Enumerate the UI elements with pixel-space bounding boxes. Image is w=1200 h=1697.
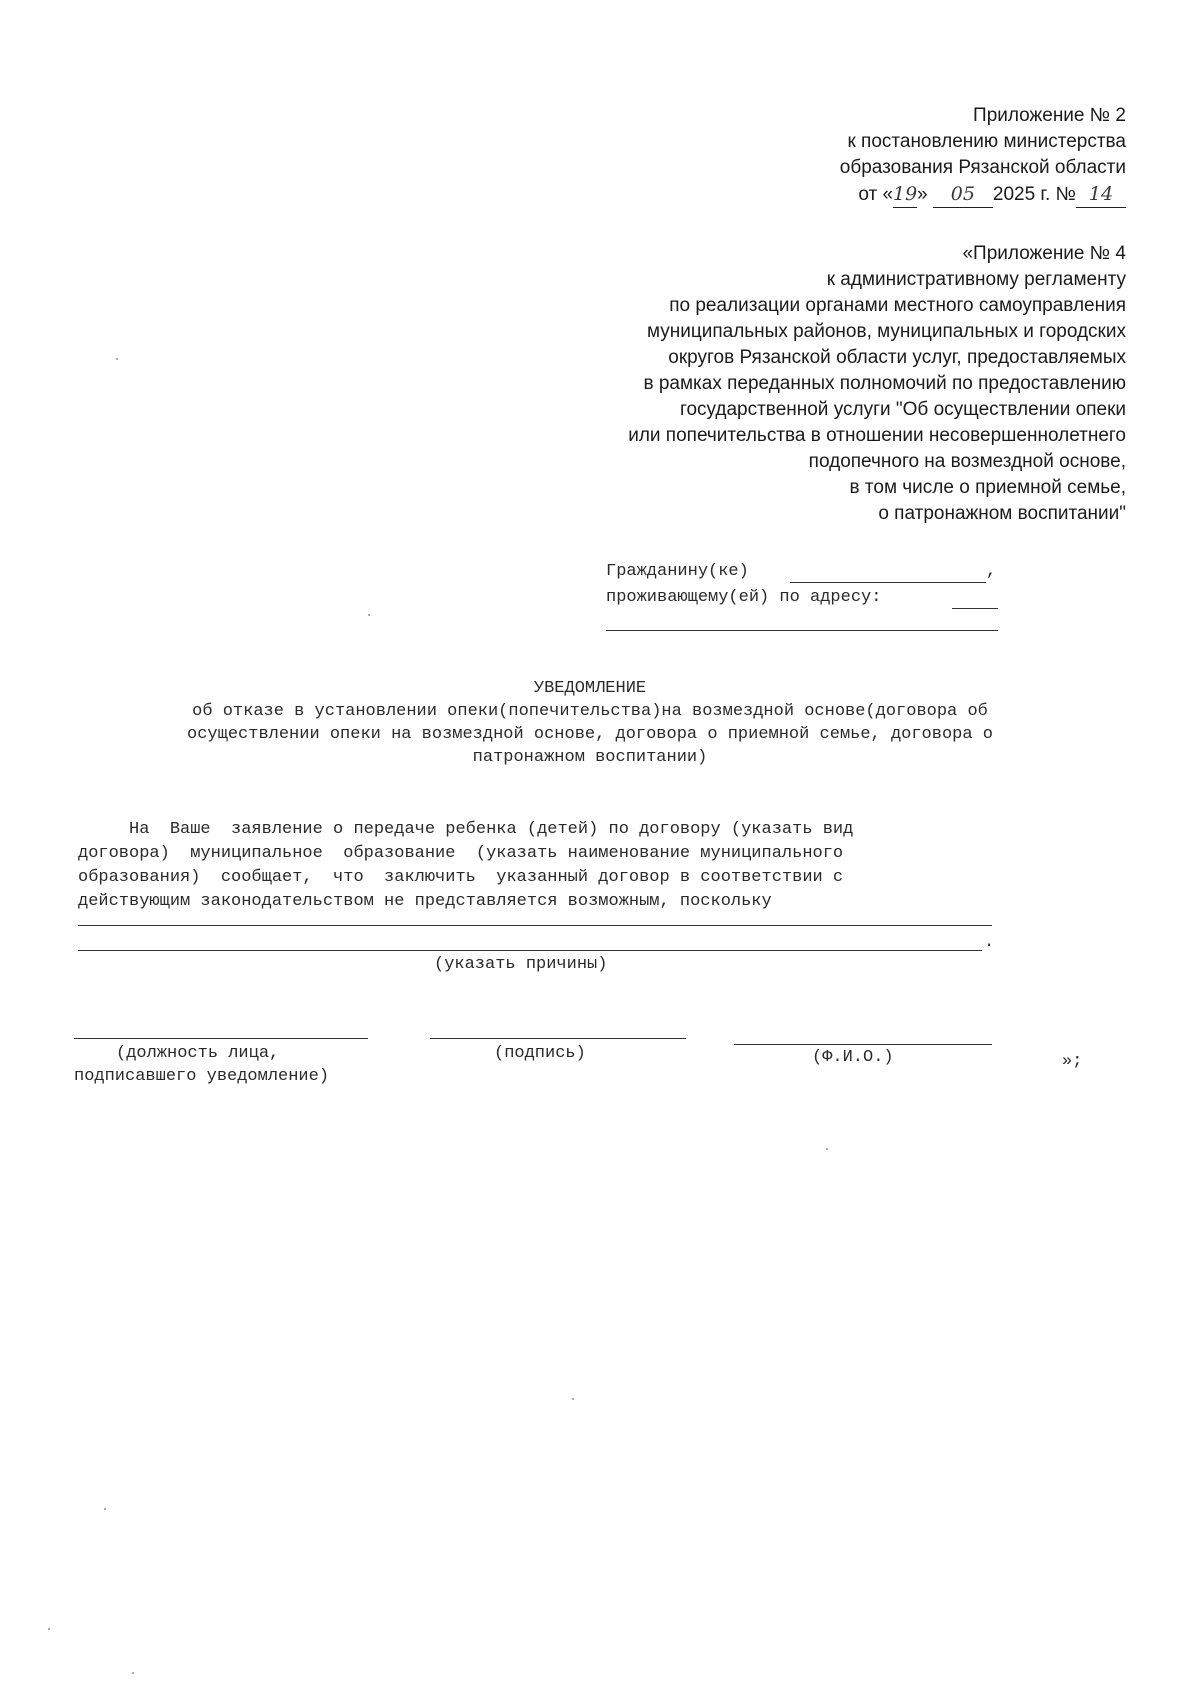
date-year-text: 2025 г. № [992,184,1076,205]
date-mid: » [917,184,928,205]
appendix-4-header [628,241,1126,527]
appendix-4-line: или попечительства в отношении несовершеннолетнего [628,425,1126,446]
citizen-label: Гражданину(ке) [606,562,749,581]
appendix-4-line: округов Рязанской области услуг, предоставляемых [668,347,1126,368]
position-caption-2: подписавшего уведомление) [74,1067,330,1086]
citizen-comma: , [986,562,997,581]
citizen-name-blank [790,582,986,583]
scan-speck [116,358,118,360]
appendix-4-line: муниципальных районов, муниципальных и городских [646,321,1126,342]
notice-subtitle-line: об отказе в установлении опеки(попечительства)на возмездной основе(договора об [192,702,988,721]
notice-title: УВЕДОМЛЕНИЕ [533,679,647,698]
fio-blank [734,1044,992,1045]
signature-caption: (подпись) [494,1044,586,1063]
address-blank-short [952,608,998,609]
signature-blank [430,1038,686,1039]
address-blank-long [606,630,998,631]
position-caption: (должность лица, [116,1044,280,1063]
appendix-2-line2: к постановлению министерства [847,131,1126,152]
scan-speck [48,1628,50,1630]
address-label: проживающему(ей) по адресу: [606,588,882,607]
date-month: 05 [933,181,993,208]
reason-blank-2 [78,950,982,951]
body-line: действующим законодательством не представляется возможным, поскольку [78,892,772,911]
appendix-4-line: по реализации органами местного самоуправления [669,295,1126,316]
appendix-2-title: Приложение № 2 [973,105,1126,126]
notice-subtitle-line: осуществлении опеки на возмездной основе, договора о приемной семье, договора о [187,725,993,744]
body-line: образования) сообщает, что заключить указанный договор в соответствии с [78,868,844,887]
scan-speck [368,614,370,616]
notice-title-block [100,677,1080,769]
scan-speck [826,1148,828,1150]
appendix-4-line: о патронажном воспитании" [878,503,1126,524]
body-line: На Ваше заявление о передаче ребенка (детей) по договору (указать вид [78,820,854,839]
position-blank [74,1038,368,1039]
appendix-2-line3: образования Рязанской области [839,157,1126,178]
reason-caption: (указать причины) [434,955,608,974]
notice-body [78,818,853,914]
date-day: 19 [893,181,917,208]
appendix-4-line: «Приложение № 4 [962,243,1126,264]
appendix-4-line: в том числе о приемной семье, [849,477,1126,498]
appendix-2-date-line [840,181,1126,208]
appendix-4-line: государственной услуги "Об осуществлении опеки [679,399,1126,420]
appendix-2-header [840,103,1126,208]
appendix-4-line: подопечного на возмездной основе, [808,451,1126,472]
scan-speck [132,1672,134,1674]
date-prefix: от « [858,184,894,205]
closing-quote: »; [1062,1052,1083,1071]
appendix-4-line: в рамках переданных полномочий по предоставлению [643,373,1126,394]
notice-subtitle-line: патронажном воспитании) [472,748,708,767]
scan-speck [572,1398,574,1400]
fio-caption: (Ф.И.О.) [812,1048,894,1067]
appendix-4-line: к административному регламенту [826,269,1126,290]
reason-period: . [984,933,995,952]
body-line: договора) муниципальное образование (указать наименование муниципального [78,844,844,863]
doc-number: 14 [1076,181,1126,208]
reason-blank-1 [78,925,992,926]
scan-speck [104,1508,106,1510]
